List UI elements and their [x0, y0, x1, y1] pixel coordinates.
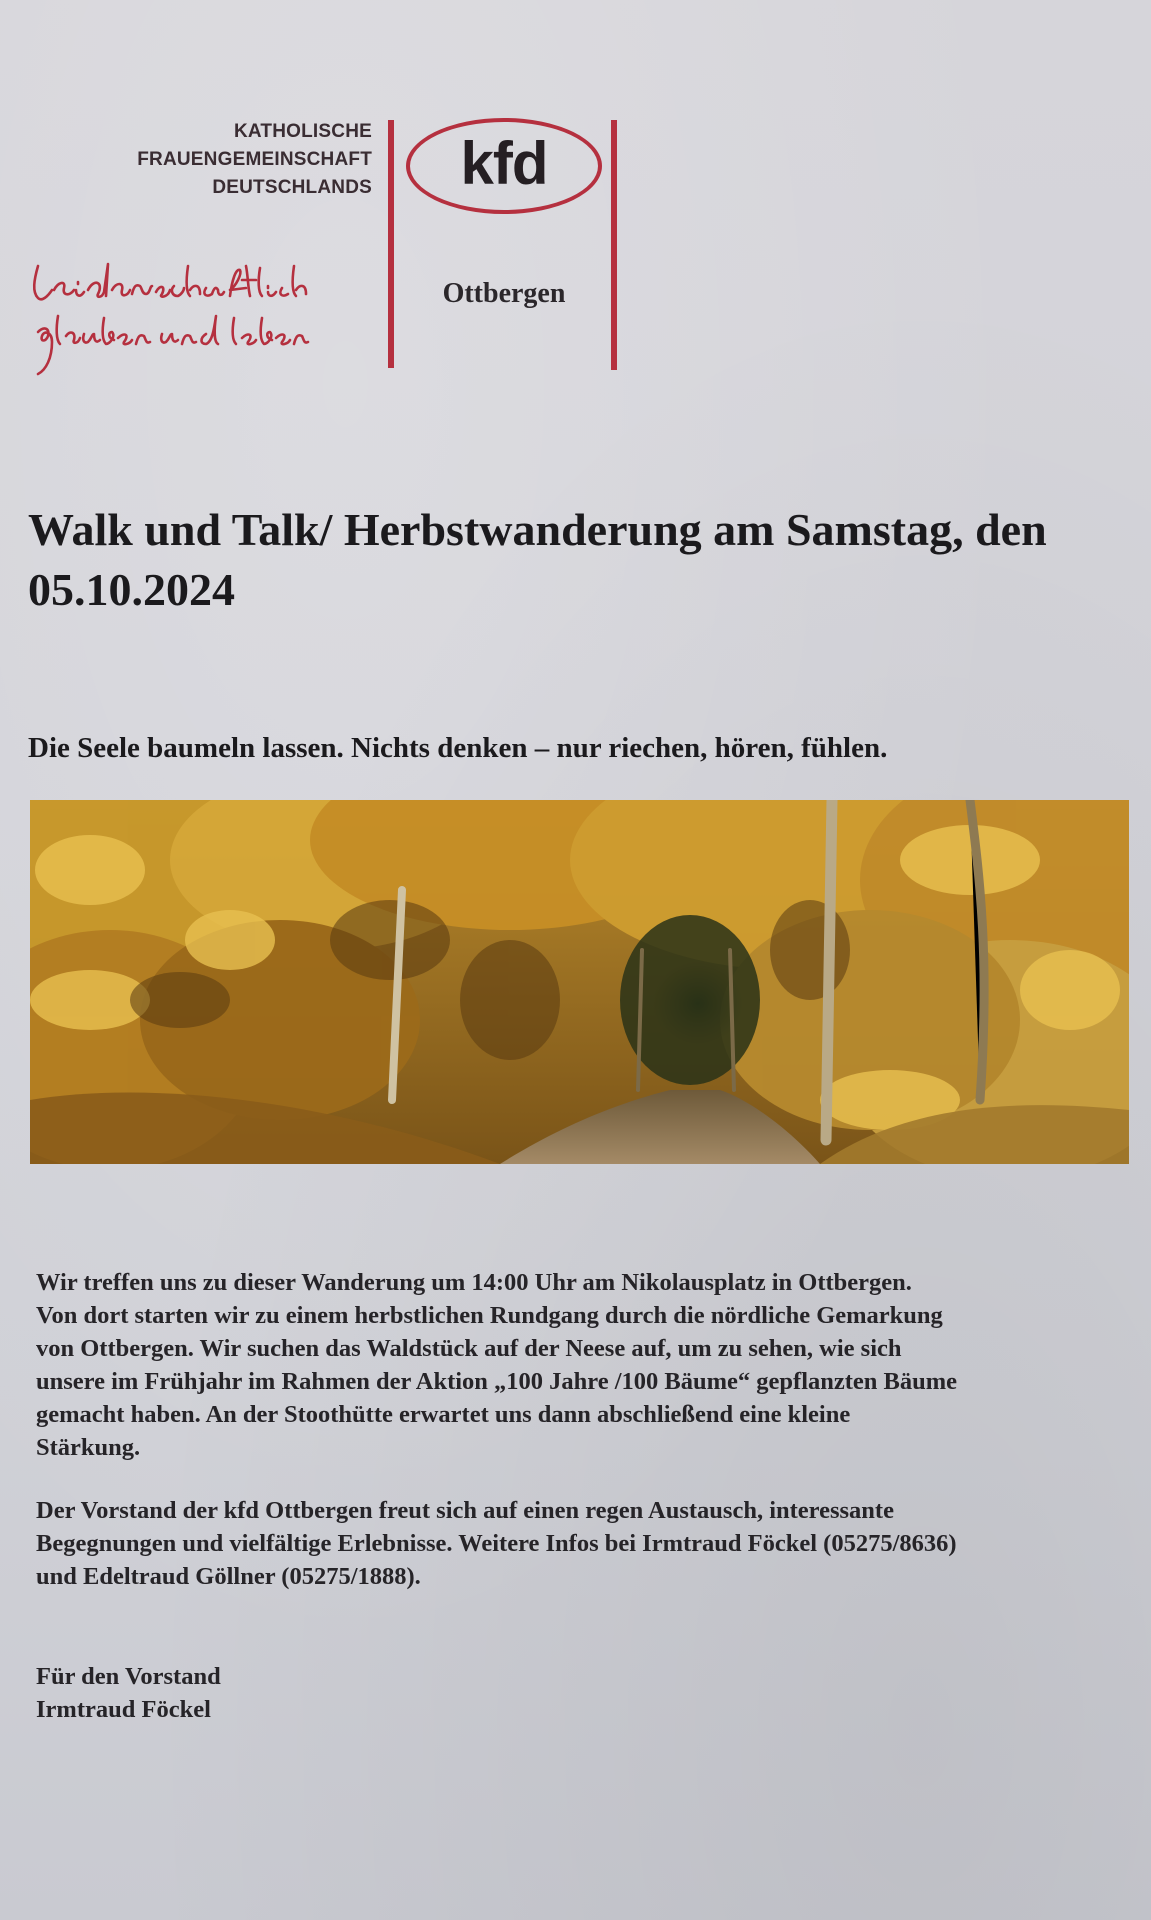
signature-name: Irmtraud Föckel [36, 1696, 211, 1723]
handwritten-slogan [24, 246, 384, 386]
contact-line-3: und Edeltraud Göllner (05275/1888). [36, 1563, 421, 1590]
event-subtitle: Die Seele baumeln lassen. Nichts denken – nur riechen, hören, fühlen. [28, 732, 888, 764]
signature-block [36, 1660, 1136, 1726]
details-line-6: Stärkung. [36, 1434, 141, 1461]
details-line-4: unsere im Frühjahr im Rahmen der Aktion „100 Jahre /100 Bäume“ gepflanzten Bäume [36, 1368, 958, 1395]
letterhead-divider-left [388, 120, 394, 368]
event-details-paragraph [36, 1266, 1136, 1464]
details-line-3: von Ottbergen. Wir suchen das Waldstück auf der Neese auf, um zu sehen, wie sich [36, 1335, 902, 1362]
organization-name [60, 118, 372, 202]
location-label: Ottbergen [442, 278, 566, 309]
org-name-line-2: FRAUENGEMEINSCHAFT [137, 149, 372, 170]
kfd-logo [406, 118, 602, 214]
contact-line-1: Der Vorstand der kfd Ottbergen freut sich auf einen regen Austausch, interessante [36, 1497, 894, 1524]
org-name-line-3: DEUTSCHLANDS [212, 177, 372, 198]
contact-paragraph [36, 1494, 1136, 1593]
details-line-2: Von dort starten wir zu einem herbstlichen Rundgang durch die nördliche Gemarkung [36, 1302, 943, 1329]
org-name-line-1: KATHOLISCHE [233, 121, 372, 142]
event-title: Walk und Talk/ Herbstwanderung am Samstag, den 05.10.2024 [28, 504, 1047, 615]
forest-illustration [30, 800, 1129, 1164]
signature-line-1: Für den Vorstand [36, 1663, 221, 1690]
details-line-1: Wir treffen uns zu dieser Wanderung um 14:00 Uhr am Nikolausplatz in Ottbergen. [36, 1269, 912, 1296]
details-line-5: gemacht haben. An der Stoothütte erwartet uns dann abschließend eine kleine [36, 1401, 851, 1428]
autumn-forest-photo [30, 800, 1129, 1164]
logo-text: kfd [460, 130, 548, 197]
letterhead-divider-right [611, 120, 617, 370]
contact-line-2: Begegnungen und vielfältige Erlebnisse. Weitere Infos bei Irmtraud Föckel (05275/8636) [36, 1530, 957, 1557]
